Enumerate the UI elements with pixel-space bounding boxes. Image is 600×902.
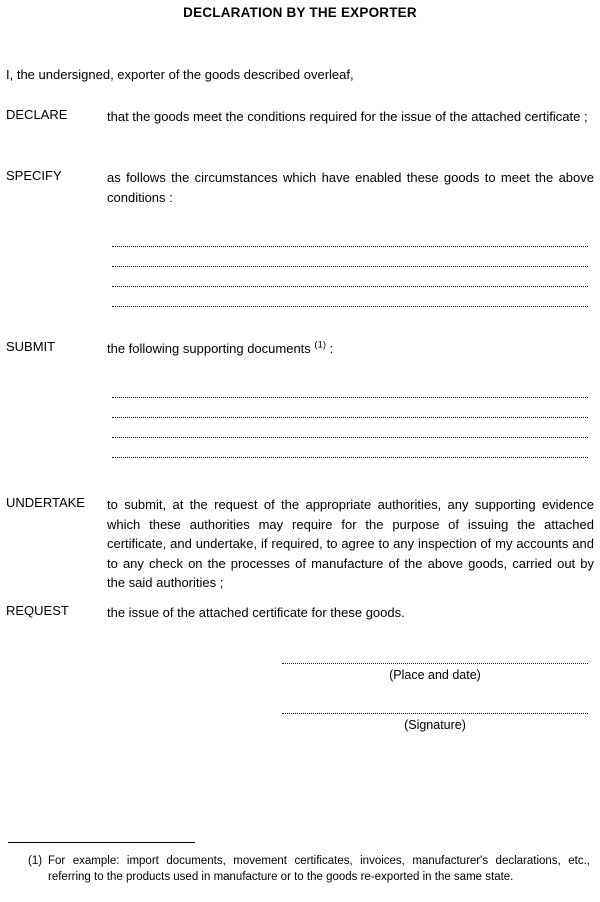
fill-line[interactable]	[112, 233, 588, 253]
fill-line[interactable]	[112, 253, 588, 273]
clause-body-submit	[107, 339, 594, 359]
clause-body-specify: as follows the circumstances which have enabled these goods to meet the above conditions :	[107, 170, 594, 205]
fill-line[interactable]	[112, 384, 588, 404]
clause-label-request: REQUEST	[6, 603, 69, 618]
clause-body-request: the issue of the attached certificate for these goods.	[107, 605, 405, 620]
footnote-text: For example: import documents, movement certificates, invoices, manufacturer's declarations, etc., referring to the products used in manufacture or to the goods re-exported in the same state.	[48, 855, 590, 883]
place-and-date-caption: (Place and date)	[389, 668, 481, 682]
fill-line[interactable]	[112, 293, 588, 313]
specify-fill-lines[interactable]	[112, 233, 588, 313]
place-and-date-rule[interactable]	[282, 662, 588, 664]
footnote-reference-1: (1)	[314, 339, 327, 351]
clause-body-submit-text: the following supporting documents	[107, 341, 315, 356]
footnote-marker: (1)	[28, 855, 43, 867]
fill-line[interactable]	[112, 444, 588, 464]
submit-fill-lines[interactable]	[112, 384, 588, 464]
signature-field[interactable]	[282, 712, 588, 732]
footnote	[28, 853, 590, 885]
signature-caption: (Signature)	[404, 718, 466, 732]
clause-body-declare: that the goods meet the conditions required for the issue of the attached certificate ;	[107, 109, 588, 124]
footnote-separator	[8, 842, 195, 843]
signature-rule[interactable]	[282, 712, 588, 714]
fill-line[interactable]	[112, 273, 588, 293]
place-and-date-field[interactable]	[282, 662, 588, 682]
fill-line[interactable]	[112, 424, 588, 444]
clause-label-specify: SPECIFY	[6, 168, 62, 183]
clause-label-submit: SUBMIT	[6, 339, 56, 354]
fill-line[interactable]	[112, 404, 588, 424]
page-title: DECLARATION BY THE EXPORTER	[183, 5, 417, 20]
clause-body-undertake: to submit, at the request of the appropriate authorities, any supporting evidence which these authorities may require for the purpose of issuing the attached certificate, and undertake, if required, to agree to any inspection of my accounts and to any check on the processes of manufacture of the above goods, carried out by the said authorities ;	[107, 497, 594, 590]
clause-label-undertake: UNDERTAKE	[6, 495, 85, 510]
intro-paragraph: I, the undersigned, exporter of the goods described overleaf,	[6, 67, 354, 82]
clause-label-declare: DECLARE	[6, 107, 68, 122]
clause-body-submit-colon: :	[326, 341, 334, 356]
